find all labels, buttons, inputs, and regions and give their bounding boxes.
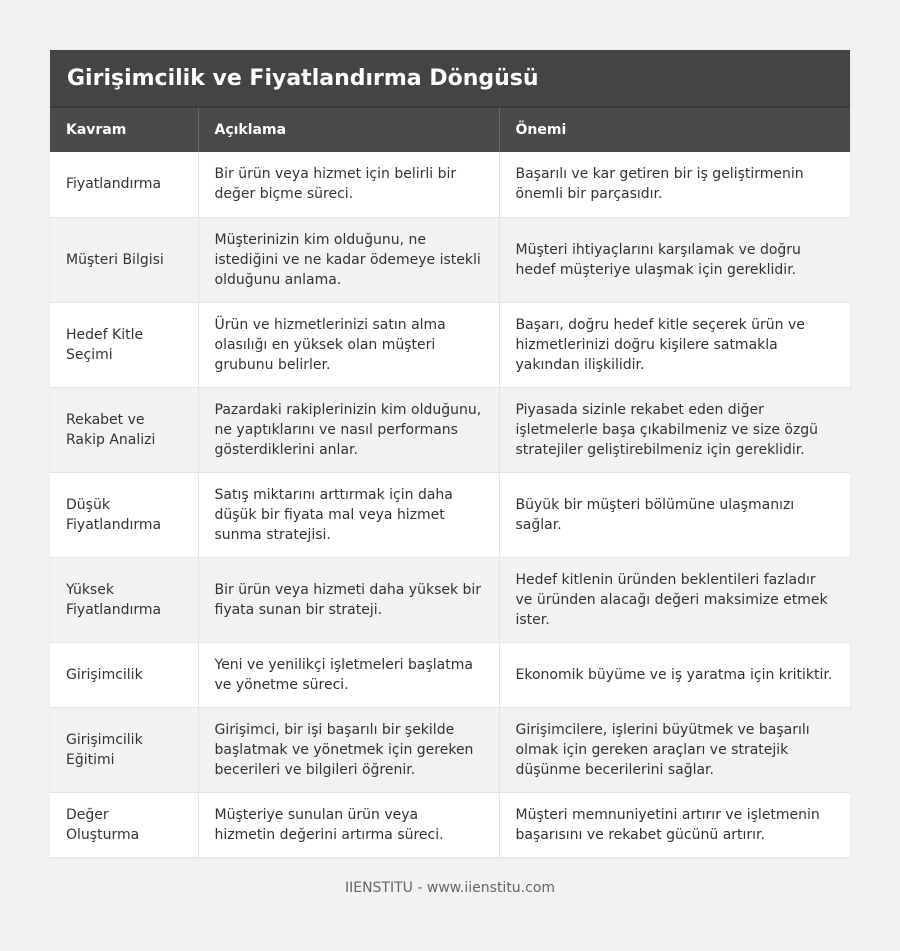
table-title: Girişimcilik ve Fiyatlandırma Döngüsü [50, 50, 850, 108]
cell-onemi: Müşteri memnuniyetini artırır ve işletmenin başarısını ve rekabet gücünü artırır. [499, 792, 850, 857]
cell-onemi: Piyasada sizinle rekabet eden diğer işletmelerle başa çıkabilmeniz ve size özgü stratejiler geliştirebilmeniz için gereklidir. [499, 387, 850, 472]
cell-aciklama: Pazardaki rakiplerinizin kim olduğunu, ne yaptıklarını ve nasıl performans gösterdiklerini anlar. [198, 387, 499, 472]
cell-aciklama: Müşterinizin kim olduğunu, ne istediğini ve ne kadar ödemeye istekli olduğunu anlama. [198, 217, 499, 302]
cell-kavram: Düşük Fiyatlandırma [50, 472, 198, 557]
cell-kavram: Rekabet ve Rakip Analizi [50, 387, 198, 472]
header-kavram: Kavram [50, 108, 198, 152]
table-row [50, 472, 850, 557]
cell-kavram: Girişimcilik Eğitimi [50, 707, 198, 792]
cell-kavram: Hedef Kitle Seçimi [50, 302, 198, 387]
concept-table [50, 108, 850, 858]
cell-kavram: Müşteri Bilgisi [50, 217, 198, 302]
cell-onemi: Büyük bir müşteri bölümüne ulaşmanızı sağlar. [499, 472, 850, 557]
cell-aciklama: Bir ürün veya hizmet için belirli bir değer biçme süreci. [198, 152, 499, 217]
cell-kavram: Değer Oluşturma [50, 792, 198, 857]
table-card [50, 50, 850, 858]
table-row [50, 302, 850, 387]
cell-onemi: Hedef kitlenin üründen beklentileri fazladır ve üründen alacağı değeri maksimize etmek ister. [499, 557, 850, 642]
cell-onemi: Başarılı ve kar getiren bir iş geliştirmenin önemli bir parçasıdır. [499, 152, 850, 217]
cell-aciklama: Satış miktarını arttırmak için daha düşük bir fiyata mal veya hizmet sunma stratejisi. [198, 472, 499, 557]
header-aciklama: Açıklama [198, 108, 499, 152]
cell-onemi: Ekonomik büyüme ve iş yaratma için kritiktir. [499, 642, 850, 707]
cell-aciklama: Müşteriye sunulan ürün veya hizmetin değerini artırma süreci. [198, 792, 499, 857]
cell-kavram: Yüksek Fiyatlandırma [50, 557, 198, 642]
header-row [50, 108, 850, 152]
cell-kavram: Girişimcilik [50, 642, 198, 707]
table-row [50, 557, 850, 642]
cell-aciklama: Girişimci, bir işi başarılı bir şekilde başlatmak ve yönetmek için gereken becerileri ve bilgileri öğrenir. [198, 707, 499, 792]
cell-aciklama: Yeni ve yenilikçi işletmeleri başlatma ve yönetme süreci. [198, 642, 499, 707]
cell-aciklama: Bir ürün veya hizmeti daha yüksek bir fiyata sunan bir strateji. [198, 557, 499, 642]
cell-onemi: Müşteri ihtiyaçlarını karşılamak ve doğru hedef müşteriye ulaşmak için gereklidir. [499, 217, 850, 302]
cell-onemi: Başarı, doğru hedef kitle seçerek ürün ve hizmetlerinizi doğru kişilere satmakla yakından ilişkilidir. [499, 302, 850, 387]
table-row [50, 152, 850, 217]
table-row [50, 707, 850, 792]
header-onemi: Önemi [499, 108, 850, 152]
table-row [50, 642, 850, 707]
cell-aciklama: Ürün ve hizmetlerinizi satın alma olasılığı en yüksek olan müşteri grubunu belirler. [198, 302, 499, 387]
cell-onemi: Girişimcilere, işlerini büyütmek ve başarılı olmak için gereken araçları ve stratejik düşünme becerilerini sağlar. [499, 707, 850, 792]
table-row [50, 792, 850, 857]
footer-credit: IIENSTITU - www.iienstitu.com [344, 880, 556, 896]
table-row [50, 387, 850, 472]
table-row [50, 217, 850, 302]
cell-kavram: Fiyatlandırma [50, 152, 198, 217]
